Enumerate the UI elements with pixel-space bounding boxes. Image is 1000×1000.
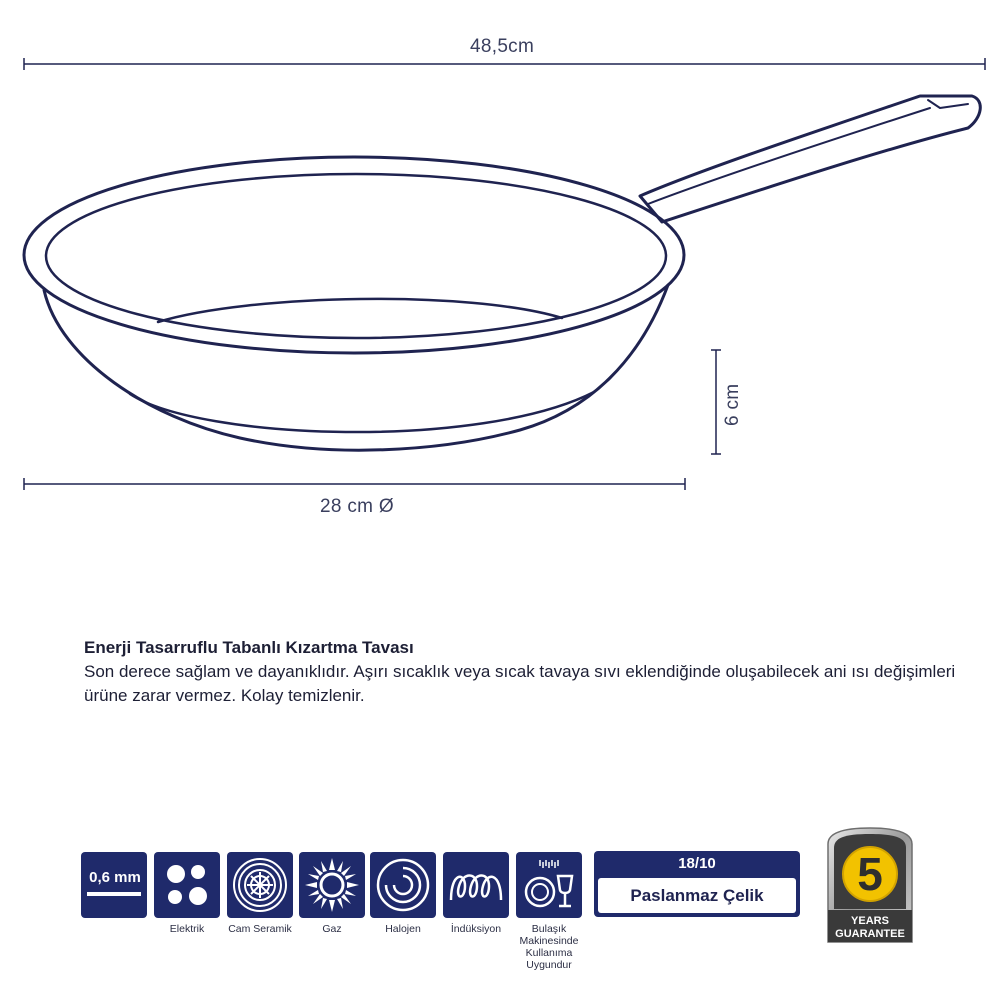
glass-ceramic-label: Cam Seramik <box>228 923 292 935</box>
steel-material: Paslanmaz Çelik <box>598 878 796 913</box>
dishwasher-icon <box>516 852 582 918</box>
product-description: Son derece sağlam ve dayanıklıdır. Aşırı sıcaklık veya sıcak tavaya sıvı eklendiğinde oluşabilecek ani ısı değişimleri ürüne zarar vermez. Kolay temizlenir. <box>84 662 956 705</box>
glass-ceramic-icon <box>227 852 293 918</box>
product-title: Enerji Tasarruflu Tabanlı Kızartma Tavası <box>84 638 414 657</box>
steel-badge <box>594 851 800 917</box>
thickness-value: 0,6 mm <box>89 869 141 886</box>
diameter-dimension-line <box>24 478 685 490</box>
warranty-badge <box>820 824 920 949</box>
warranty-years: 5 <box>857 848 883 900</box>
thickness-badge <box>81 852 147 918</box>
warranty-line2: GUARANTEE <box>835 928 905 940</box>
gas-flame-icon <box>299 852 365 918</box>
height-label: 6 cm <box>722 383 743 426</box>
electric-label: Elektrik <box>169 923 205 935</box>
length-dimension-line <box>24 58 985 70</box>
halogen-label: Halojen <box>385 923 421 935</box>
induction-label: İndüksiyon <box>450 923 502 935</box>
warranty-line1: YEARS <box>851 915 889 927</box>
induction-icon <box>443 852 509 918</box>
product-description-block <box>84 636 984 708</box>
gas-label: Gaz <box>322 923 342 935</box>
halogen-icon <box>370 852 436 918</box>
height-dimension-line <box>711 350 721 454</box>
diameter-label: 28 cm Ø <box>320 496 394 517</box>
steel-grade: 18/10 <box>678 855 716 872</box>
electric-hob-icon <box>154 852 220 918</box>
frying-pan-outline <box>24 96 980 450</box>
thickness-bar <box>87 892 141 896</box>
dishwasher-label: Bulaşık Makinesinde Kullanıma Uygundur <box>519 923 579 971</box>
length-label: 48,5cm <box>470 36 535 57</box>
